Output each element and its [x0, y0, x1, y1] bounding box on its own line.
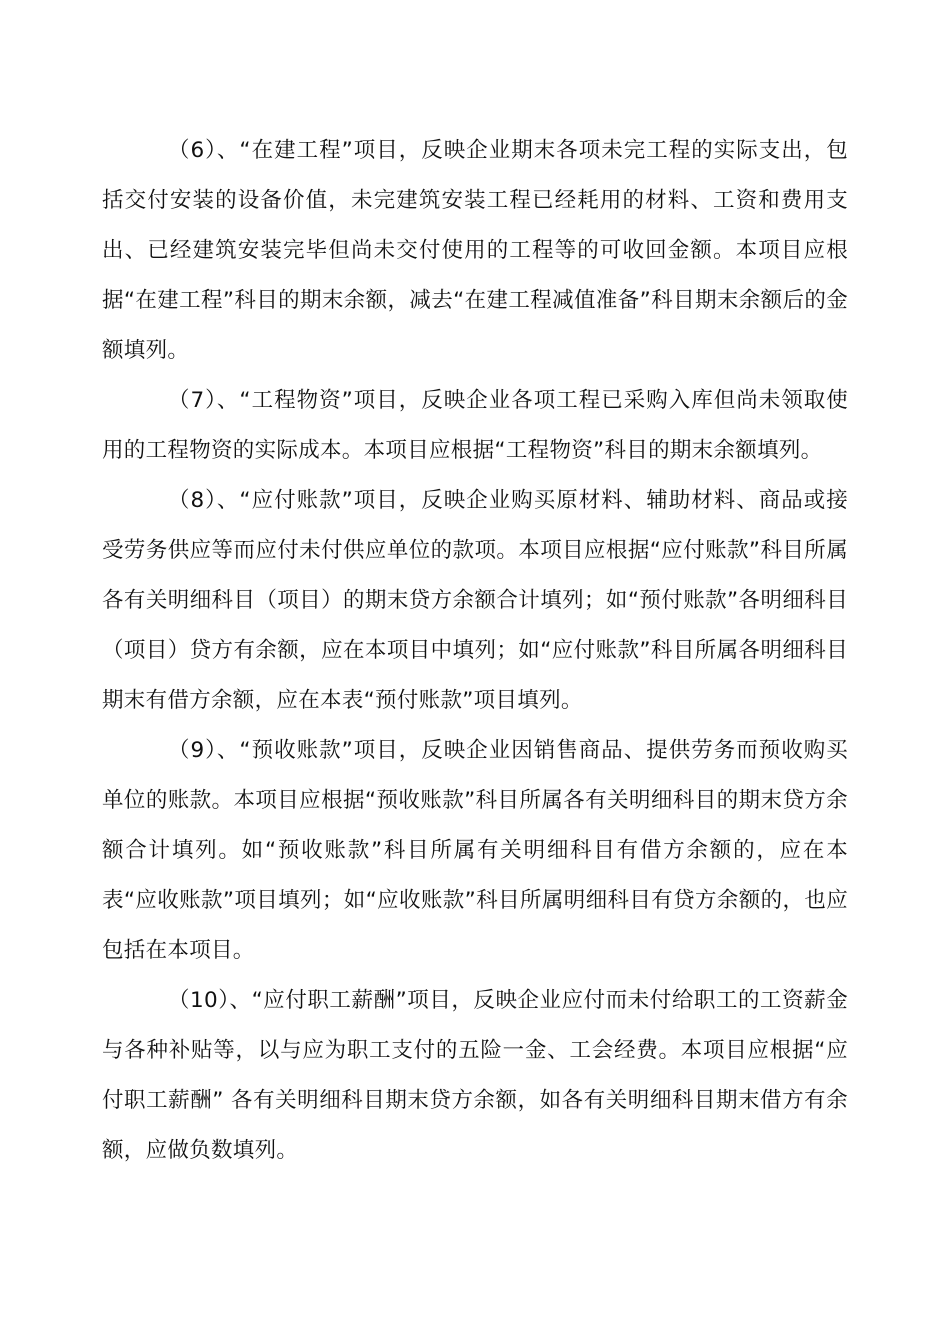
paragraph-advances-from-customers: （9）、“预收账款”项目，反映企业因销售商品、提供劳务而预收购买单位的账款。本项目应根据“预收账款”科目所属各有关明细科目的期末贷方余额合计填列。如“预收账款”科目所属有关明细科目有借方余额的，应在本表“应收账款”项目填列；如“应收账款”科目所属明细科目有贷方余额的，也应包括在本项目。	[102, 738, 848, 963]
paragraph-construction-in-progress: （6）、“在建工程”项目，反映企业期末各项未完工程的实际支出，包括交付安装的设备价值，未完建筑安装工程已经耗用的材料、工资和费用支出、已经建筑安装完毕但尚未交付使用的工程等的可收回金额。本项目应根据“在建工程”科目的期末余额，减去“在建工程减值准备”科目期末余额后的金额填列。	[102, 138, 848, 363]
document-page	[102, 126, 848, 1176]
paragraph-accounts-payable: （8）、“应付账款”项目，反映企业购买原材料、辅助材料、商品或接受劳务供应等而应付未付供应单位的款项。本项目应根据“应付账款”科目所属各有关明细科目（项目）的期末贷方余额合计填列；如“预付账款”各明细科目（项目）贷方有余额，应在本项目中填列；如“应付账款”科目所属各明细科目期末有借方余额，应在本表“预付账款”项目填列。	[102, 488, 848, 713]
paragraph-engineering-materials: （7）、“工程物资”项目，反映企业各项工程已采购入库但尚未领取使用的工程物资的实际成本。本项目应根据“工程物资”科目的期末余额填列。	[102, 388, 848, 463]
paragraph-employee-compensation-payable: （10）、“应付职工薪酬”项目，反映企业应付而未付给职工的工资薪金与各种补贴等，以与应为职工支付的五险一金、工会经费。本项目应根据“应付职工薪酬” 各有关明细科目期末贷方余额，如各有关明细科目期末借方有余额，应做负数填列。	[102, 988, 848, 1163]
